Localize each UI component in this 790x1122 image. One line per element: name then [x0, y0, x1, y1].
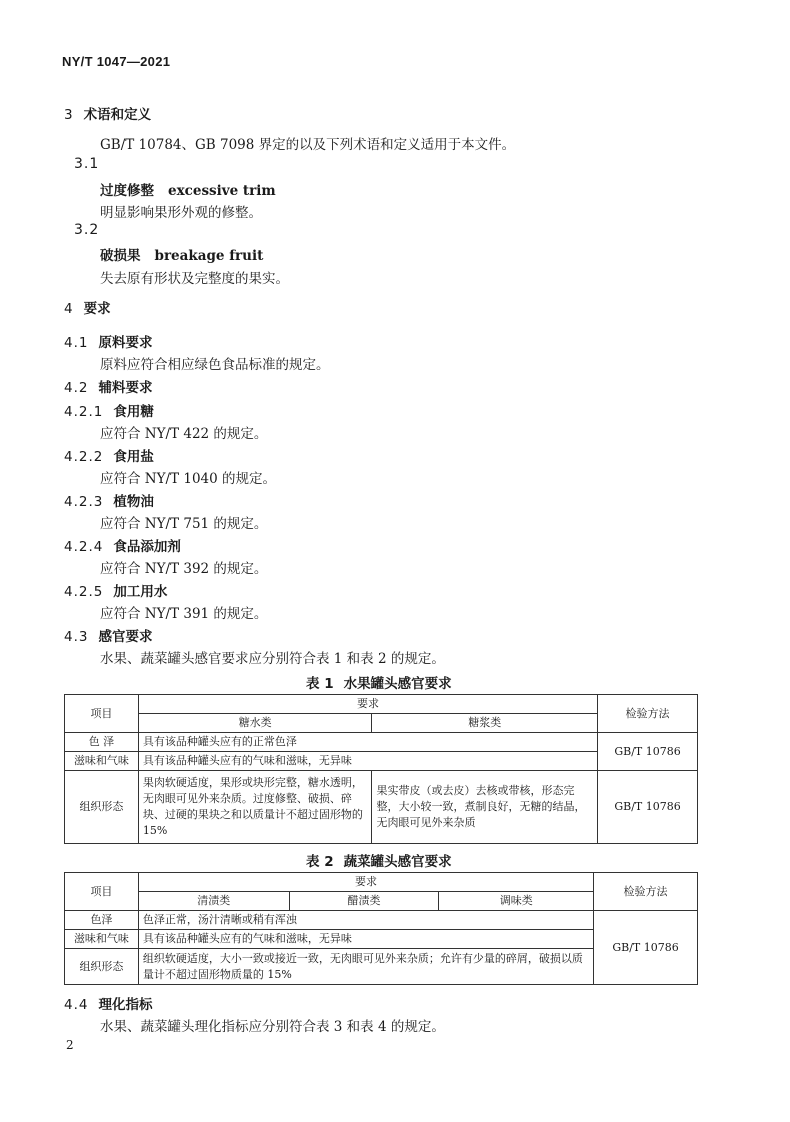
section-4-2-3-text: 应符合 NY/T 751 的规定。	[100, 516, 268, 532]
term-excessive-trim: 过度修整 excessive trim	[100, 183, 276, 199]
section-4-2-3-heading: 4.2.3 植物油	[64, 494, 154, 510]
section-4-4-text: 水果、蔬菜罐头理化指标应分别符合表 3 和表 4 的规定。	[100, 1019, 445, 1035]
section-4-2-4-heading: 4.2.4 食品添加剂	[64, 539, 181, 555]
table-1-row-color-taste-method: GB/T 10786	[598, 733, 698, 771]
table-1-header-requirement: 要求	[138, 695, 597, 714]
section-4-3-heading: 4.3 感官要求	[64, 629, 153, 645]
table-1-row-taste-req: 具有该品种罐头应有的气味和滋味，无异味	[138, 752, 597, 771]
section-4-2-2-text: 应符合 NY/T 1040 的规定。	[100, 471, 277, 487]
table-2-row-taste-item: 滋味和气味	[65, 930, 139, 949]
table-1-row-texture-syrup: 果实带皮（或去皮）去核或带核，形态完整，大小较一致，煮制良好，无糖的结晶，无肉眼可见外来杂质	[372, 771, 598, 844]
table-2-method: GB/T 10786	[594, 911, 698, 985]
table-2-header-item: 项目	[65, 873, 139, 911]
section-4-2-5-heading: 4.2.5 加工用水	[64, 584, 168, 600]
table-2-header-method: 检验方法	[594, 873, 698, 911]
section-4-2-2-heading: 4.2.2 食用盐	[64, 449, 154, 465]
section-3-text: GB/T 10784、GB 7098 界定的以及下列术语和定义适用于本文件。	[100, 137, 516, 153]
table-1-header-item: 项目	[65, 695, 139, 733]
section-3-2-number: 3.2	[74, 222, 100, 238]
section-4-2-1-text: 应符合 NY/T 422 的规定。	[100, 426, 268, 442]
section-4-1-heading: 4.1 原料要求	[64, 335, 153, 351]
table-2-header-requirement: 要求	[138, 873, 593, 892]
section-4-2-5-text: 应符合 NY/T 391 的规定。	[100, 606, 268, 622]
table-1-row-texture-syrup-water: 果肉软硬适度，果形或块形完整，糖水透明，无肉眼可见外来杂质。过度修整、破损、碎块、过硬的果块之和以质量计不超过固形物的 15%	[138, 771, 372, 844]
table-2-header-seasoned: 调味类	[439, 892, 594, 911]
table-1-header-syrup-water: 糖水类	[138, 714, 372, 733]
table-1-row-texture-item: 组织形态	[65, 771, 139, 844]
section-4-3-text: 水果、蔬菜罐头感官要求应分别符合表 1 和表 2 的规定。	[100, 651, 445, 667]
table-1-header-syrup: 糖浆类	[372, 714, 598, 733]
table-2-header-vinegar-pickled: 醋渍类	[289, 892, 439, 911]
section-4-1-text: 原料应符合相应绿色食品标准的规定。	[100, 357, 330, 373]
table-1-row-color-item: 色 泽	[65, 733, 139, 752]
section-4-2-heading: 4.2 辅料要求	[64, 380, 153, 396]
page-number: 2	[66, 1038, 74, 1052]
section-4-heading: 4 要求	[64, 301, 111, 317]
table-2-row-texture-item: 组织形态	[65, 949, 139, 985]
term-excessive-trim-definition: 明显影响果形外观的修整。	[100, 205, 262, 221]
section-3-heading: 3 术语和定义	[64, 107, 152, 123]
section-4-2-1-heading: 4.2.1 食用糖	[64, 404, 154, 420]
table-1-row-color-req: 具有该品种罐头应有的正常色泽	[138, 733, 597, 752]
table-1-header-method: 检验方法	[598, 695, 698, 733]
table-2-row-color-item: 色泽	[65, 911, 139, 930]
section-4-2-4-text: 应符合 NY/T 392 的规定。	[100, 561, 268, 577]
table-1-row-taste-item: 滋味和气味	[65, 752, 139, 771]
table-1	[64, 694, 698, 844]
table-2	[64, 872, 698, 985]
section-4-4-heading: 4.4 理化指标	[64, 997, 153, 1013]
standard-number: NY/T 1047—2021	[62, 54, 171, 69]
section-3-1-number: 3.1	[74, 156, 100, 172]
table-1-caption: 表 1 水果罐头感官要求	[306, 676, 452, 692]
table-2-row-color-req: 色泽正常，汤汁清晰或稍有浑浊	[138, 911, 593, 930]
term-breakage-fruit-definition: 失去原有形状及完整度的果实。	[100, 271, 289, 287]
term-breakage-fruit: 破损果 breakage fruit	[100, 248, 264, 264]
table-2-row-taste-req: 具有该品种罐头应有的气味和滋味，无异味	[138, 930, 593, 949]
table-2-header-clear-pickled: 清渍类	[138, 892, 289, 911]
table-2-row-texture-req: 组织软硬适度，大小一致或接近一致，无肉眼可见外来杂质；允许有少量的碎屑，破损以质量计不超过固形物质量的 15%	[138, 949, 593, 985]
table-2-caption: 表 2 蔬菜罐头感官要求	[306, 854, 452, 870]
table-1-row-texture-method: GB/T 10786	[598, 771, 698, 844]
